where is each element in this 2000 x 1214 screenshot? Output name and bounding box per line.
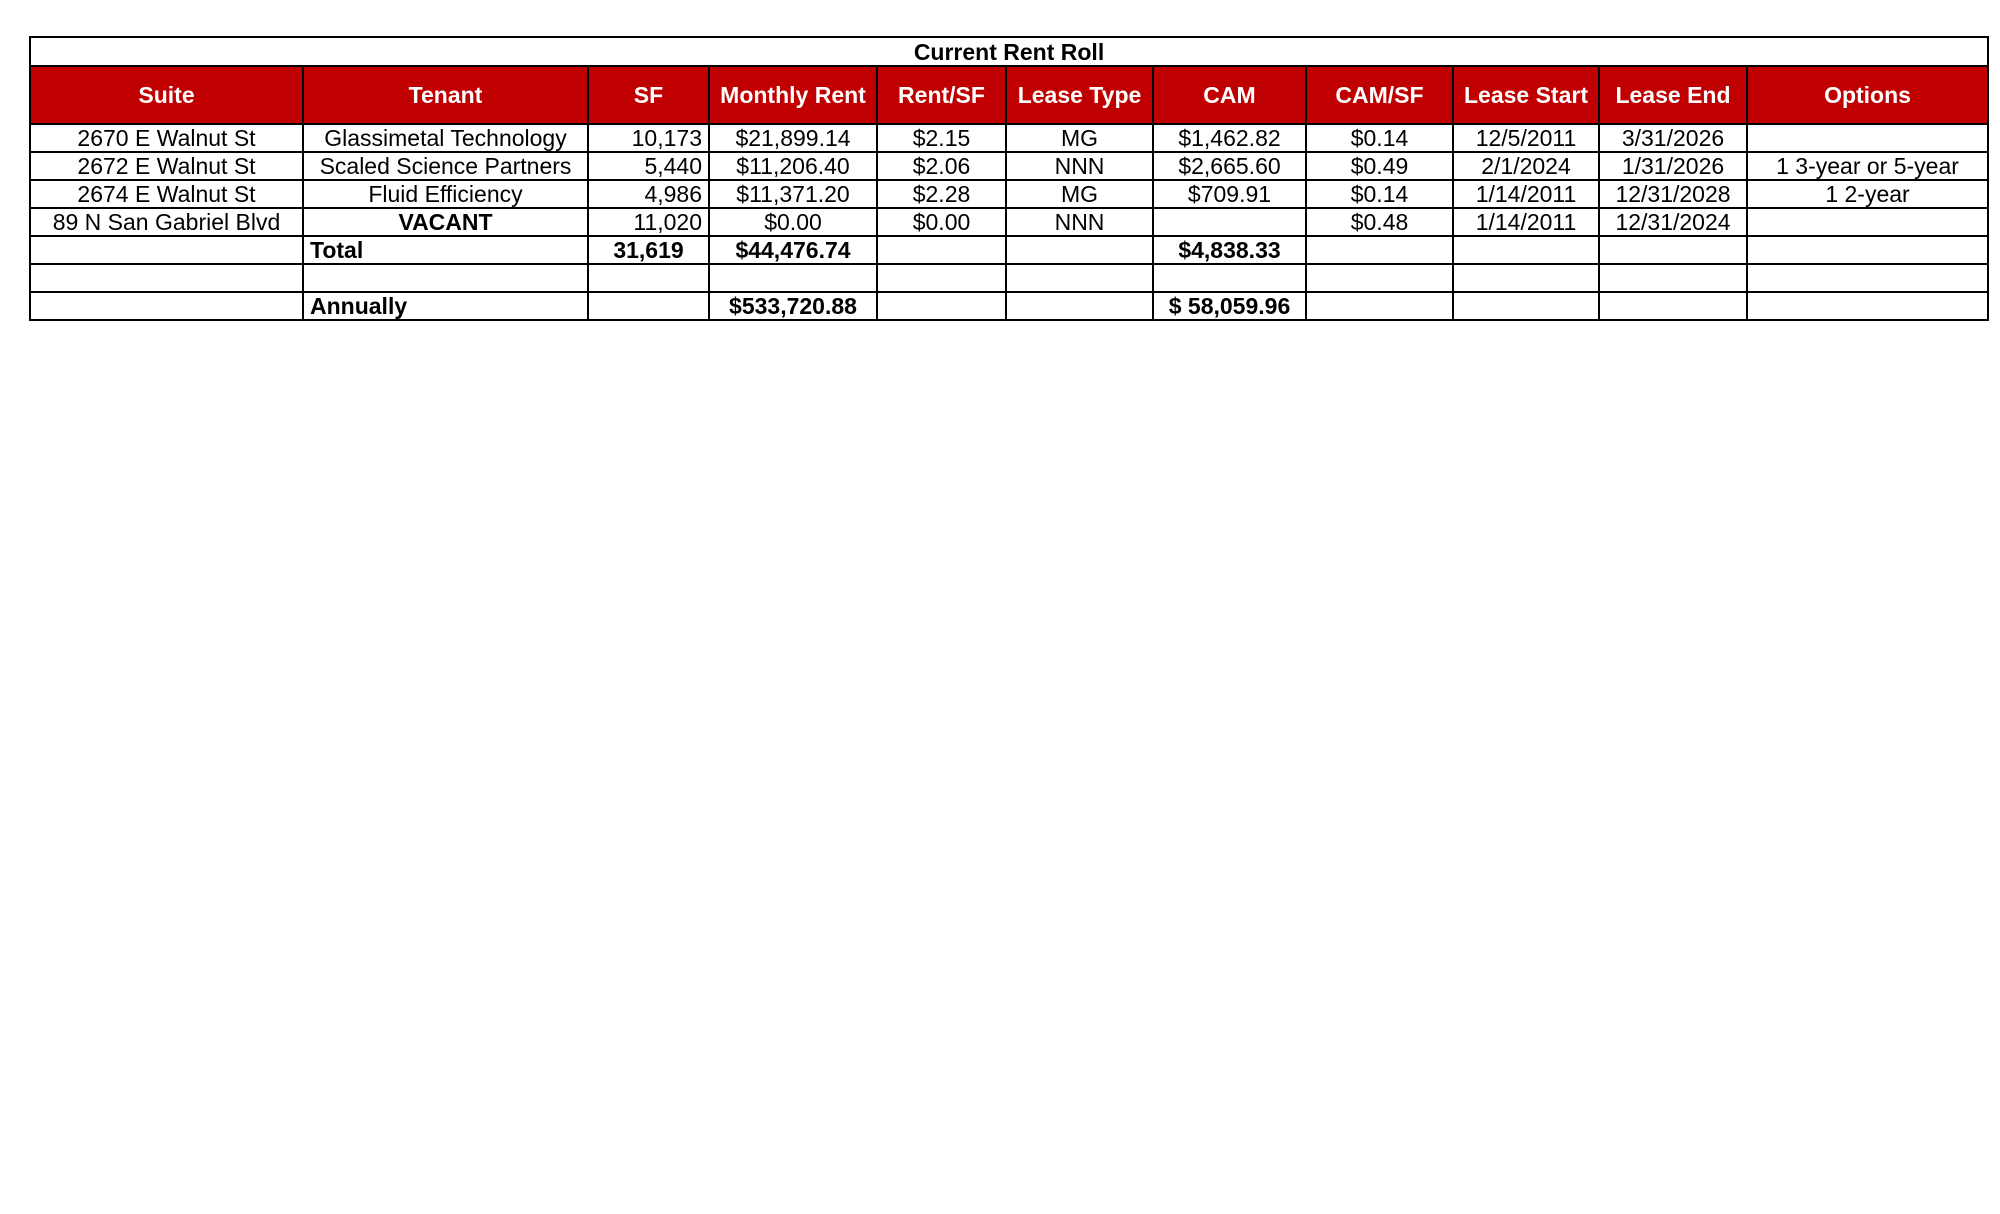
- header-suite: Suite: [30, 66, 303, 124]
- rent-roll-sheet: [29, 36, 1987, 321]
- cell-sf: 11,020: [588, 208, 709, 236]
- header-lease-end: Lease End: [1599, 66, 1747, 124]
- cell-options: [1747, 124, 1988, 152]
- cell-lease-type: NNN: [1006, 152, 1153, 180]
- header-cam-sf: CAM/SF: [1306, 66, 1453, 124]
- cell-empty: [1747, 236, 1988, 264]
- cell-empty: [1599, 292, 1747, 320]
- table-row: [30, 180, 1988, 208]
- cell-sf: 10,173: [588, 124, 709, 152]
- cell-lease-start: 1/14/2011: [1453, 208, 1599, 236]
- header-monthly-rent: Monthly Rent: [709, 66, 877, 124]
- cell-empty: [1747, 292, 1988, 320]
- cell-empty: [1306, 236, 1453, 264]
- cell-tenant: Scaled Science Partners: [303, 152, 588, 180]
- cell-lease-end: 12/31/2028: [1599, 180, 1747, 208]
- total-row: [30, 236, 1988, 264]
- cell-empty: [1599, 264, 1747, 292]
- cell-empty: [30, 292, 303, 320]
- cell-tenant: VACANT: [303, 208, 588, 236]
- cell-empty: [30, 236, 303, 264]
- cell-empty: [877, 292, 1006, 320]
- header-sf: SF: [588, 66, 709, 124]
- table-row: [30, 208, 1988, 236]
- cell-rent-sf: $2.06: [877, 152, 1006, 180]
- blank-row: [30, 264, 1988, 292]
- cell-empty: [1306, 264, 1453, 292]
- total-monthly-rent: $44,476.74: [709, 236, 877, 264]
- total-cam: $4,838.33: [1153, 236, 1306, 264]
- cell-empty: [1747, 264, 1988, 292]
- cell-lease-type: MG: [1006, 180, 1153, 208]
- cell-empty: [588, 292, 709, 320]
- cell-empty: [709, 264, 877, 292]
- cell-suite: 2674 E Walnut St: [30, 180, 303, 208]
- cell-cam-sf: $0.49: [1306, 152, 1453, 180]
- cell-empty: [1006, 236, 1153, 264]
- cell-empty: [588, 264, 709, 292]
- cell-lease-end: 1/31/2026: [1599, 152, 1747, 180]
- cell-empty: [303, 264, 588, 292]
- cell-options: 1 2-year: [1747, 180, 1988, 208]
- cell-suite: 89 N San Gabriel Blvd: [30, 208, 303, 236]
- cell-lease-type: MG: [1006, 124, 1153, 152]
- cell-options: 1 3-year or 5-year: [1747, 152, 1988, 180]
- cell-empty: [1006, 292, 1153, 320]
- cell-empty: [1453, 292, 1599, 320]
- title-row: [30, 37, 1988, 66]
- cell-rent-sf: $2.28: [877, 180, 1006, 208]
- header-lease-type: Lease Type: [1006, 66, 1153, 124]
- cell-cam-sf: $0.14: [1306, 180, 1453, 208]
- table-row: [30, 124, 1988, 152]
- cell-cam-sf: $0.14: [1306, 124, 1453, 152]
- rent-roll-table: [29, 36, 1989, 321]
- total-label: Total: [303, 236, 588, 264]
- cell-empty: [1153, 264, 1306, 292]
- table-title: Current Rent Roll: [30, 37, 1988, 66]
- cell-lease-start: 12/5/2011: [1453, 124, 1599, 152]
- header-lease-start: Lease Start: [1453, 66, 1599, 124]
- header-tenant: Tenant: [303, 66, 588, 124]
- cell-cam: $1,462.82: [1153, 124, 1306, 152]
- cell-monthly-rent: $11,371.20: [709, 180, 877, 208]
- header-rent-sf: Rent/SF: [877, 66, 1006, 124]
- cell-lease-end: 12/31/2024: [1599, 208, 1747, 236]
- cell-lease-start: 2/1/2024: [1453, 152, 1599, 180]
- cell-monthly-rent: $11,206.40: [709, 152, 877, 180]
- cell-tenant: Fluid Efficiency: [303, 180, 588, 208]
- cell-empty: [877, 236, 1006, 264]
- cell-monthly-rent: $21,899.14: [709, 124, 877, 152]
- cell-rent-sf: $0.00: [877, 208, 1006, 236]
- cell-lease-type: NNN: [1006, 208, 1153, 236]
- annually-monthly-rent: $533,720.88: [709, 292, 877, 320]
- annually-label: Annually: [303, 292, 588, 320]
- cell-monthly-rent: $0.00: [709, 208, 877, 236]
- cell-empty: [877, 264, 1006, 292]
- cell-cam: $2,665.60: [1153, 152, 1306, 180]
- cell-options: [1747, 208, 1988, 236]
- cell-empty: [1306, 292, 1453, 320]
- annually-row: [30, 292, 1988, 320]
- annually-cam: $ 58,059.96: [1153, 292, 1306, 320]
- cell-suite: 2670 E Walnut St: [30, 124, 303, 152]
- cell-sf: 4,986: [588, 180, 709, 208]
- cell-empty: [30, 264, 303, 292]
- cell-lease-end: 3/31/2026: [1599, 124, 1747, 152]
- cell-cam-sf: $0.48: [1306, 208, 1453, 236]
- cell-cam: $709.91: [1153, 180, 1306, 208]
- header-options: Options: [1747, 66, 1988, 124]
- table-row: [30, 152, 1988, 180]
- cell-rent-sf: $2.15: [877, 124, 1006, 152]
- cell-lease-start: 1/14/2011: [1453, 180, 1599, 208]
- cell-cam: [1153, 208, 1306, 236]
- cell-sf: 5,440: [588, 152, 709, 180]
- cell-tenant: Glassimetal Technology: [303, 124, 588, 152]
- cell-empty: [1599, 236, 1747, 264]
- cell-empty: [1453, 236, 1599, 264]
- cell-empty: [1006, 264, 1153, 292]
- total-sf: 31,619: [588, 236, 709, 264]
- header-cam: CAM: [1153, 66, 1306, 124]
- header-row: [30, 66, 1988, 124]
- cell-empty: [1453, 264, 1599, 292]
- cell-suite: 2672 E Walnut St: [30, 152, 303, 180]
